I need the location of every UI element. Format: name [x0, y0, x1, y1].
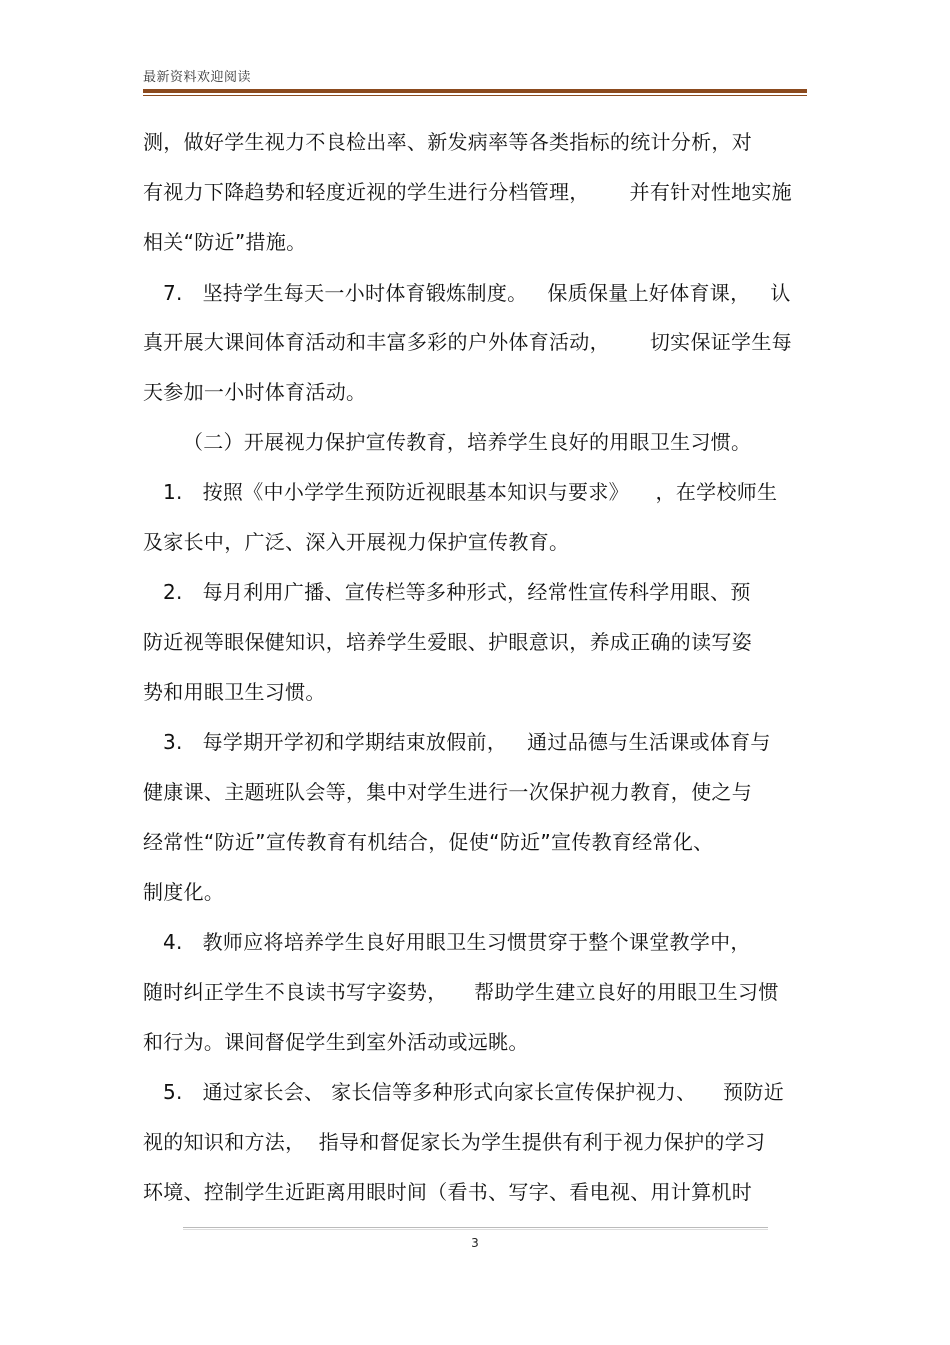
text-line: 7. 坚持学生每天一小时体育锻炼制度。 保质保量上好体育课， 认: [143, 281, 791, 305]
text-line: 5. 通过家长会、 家长信等多种形式向家长宣传保护视力、 预防近: [143, 1080, 785, 1104]
header-rule-thin: [143, 95, 807, 96]
text-line: 3. 每学期开学初和学期结束放假前， 通过品德与生活课或体育与: [143, 730, 771, 754]
text-line: 相关“防近”措施。: [143, 230, 307, 254]
page-header-text: 最新资料欢迎阅读: [143, 70, 252, 85]
text-line: 环境、控制学生近距离用眼时间（看书、写字、看电视、用计算机时: [143, 1180, 752, 1204]
text-line: 4. 教师应将培养学生良好用眼卫生习惯贯穿于整个课堂教学中，: [143, 930, 751, 954]
text-line: 有视力下降趋势和轻度近视的学生进行分档管理， 并有针对性地实施: [143, 180, 792, 204]
text-line: 经常性“防近”宣传教育有机结合，促使“防近”宣传教育经常化、: [143, 830, 714, 854]
text-line: 防近视等眼保健知识，培养学生爱眼、护眼意识，养成正确的读写姿: [143, 630, 752, 654]
text-line: 及家长中，广泛、深入开展视力保护宣传教育。: [143, 530, 570, 554]
page-number: 3: [471, 1236, 479, 1250]
text-line: 1. 按照《中小学学生预防近视眼基本知识与要求》 ，在学校师生: [143, 480, 778, 504]
text-line: 势和用眼卫生习惯。: [143, 680, 326, 704]
text-line: 随时纠正学生不良读书写字姿势， 帮助学生建立良好的用眼卫生习惯: [143, 980, 779, 1004]
footer-rule-shadow: [183, 1229, 768, 1230]
section-heading: （二）开展视力保护宣传教育，培养学生良好的用眼卫生习惯。: [143, 430, 752, 454]
text-line: 和行为。课间督促学生到室外活动或远眺。: [143, 1030, 529, 1054]
text-line: 视的知识和方法， 指导和督促家长为学生提供有利于视力保护的学习: [143, 1130, 766, 1154]
text-line: 天参加一小时体育活动。: [143, 380, 367, 404]
text-line: 制度化。: [143, 880, 225, 904]
text-line: 测，做好学生视力不良检出率、新发病率等各类指标的统计分析，对: [143, 130, 752, 154]
footer-rule: [183, 1227, 768, 1228]
text-line: 2. 每月利用广播、宣传栏等多种形式，经常性宣传科学用眼、预: [143, 580, 751, 604]
text-line: 真开展大课间体育活动和丰富多彩的户外体育活动， 切实保证学生每: [143, 330, 792, 354]
header-rule: [143, 89, 807, 93]
text-line: 健康课、主题班队会等，集中对学生进行一次保护视力教育，使之与: [143, 780, 752, 804]
